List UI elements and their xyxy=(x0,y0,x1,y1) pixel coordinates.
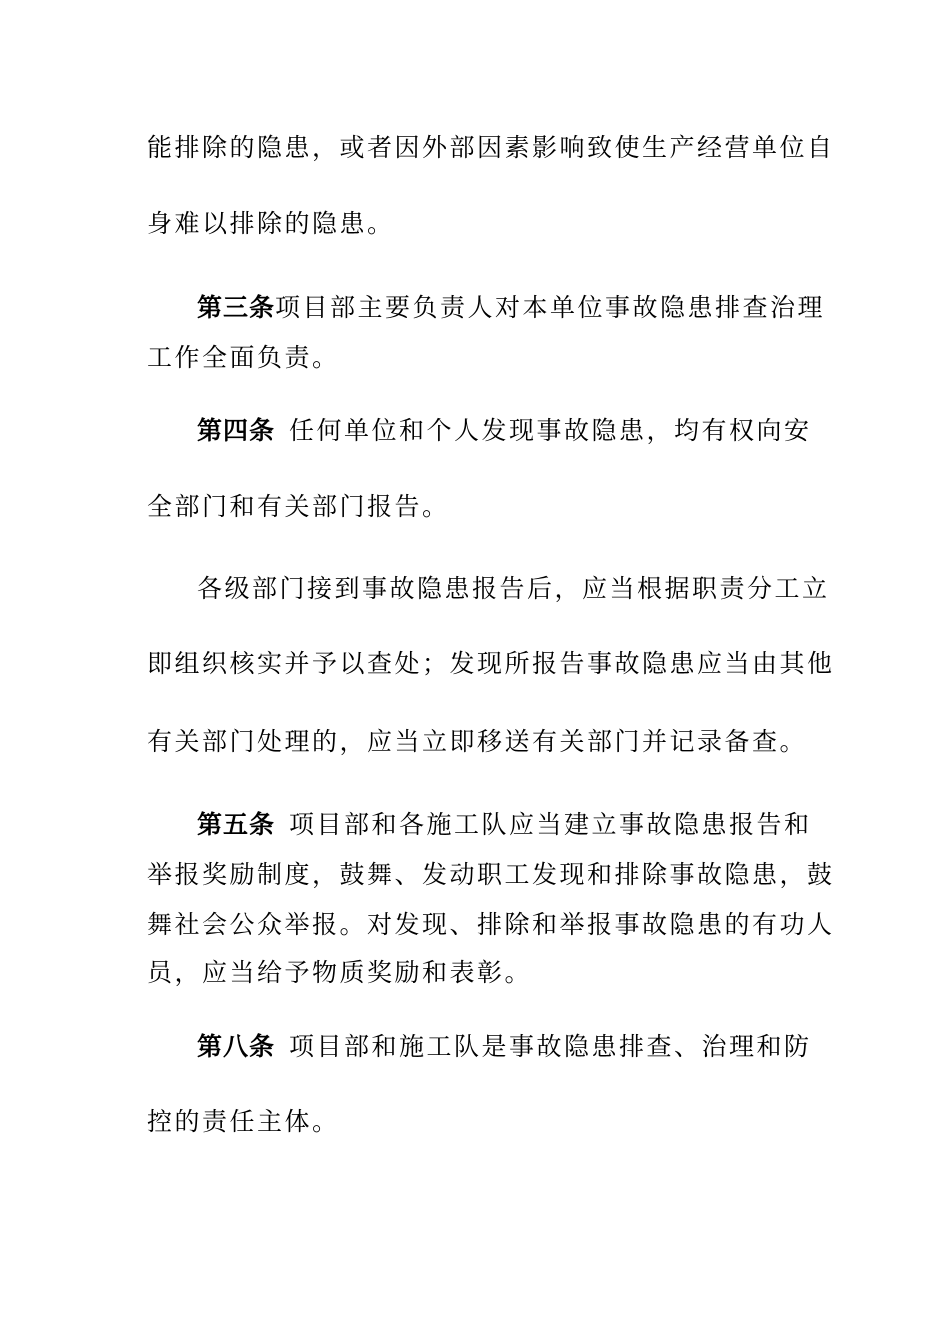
article4-line1 xyxy=(197,416,812,446)
para1-line2: 身难以排除的隐患。 xyxy=(147,209,395,238)
article5-text: 项目部和各施工队应当建立事故隐患报告和 xyxy=(289,810,812,839)
para-levels-line2: 即组织核实并予以查处；发现所报告事故隐患应当由其他 xyxy=(147,649,835,678)
para-levels-line3: 有关部门处理的，应当立即移送有关部门并记录备查。 xyxy=(147,727,808,756)
article4-text: 任何单位和个人发现事故隐患，均有权向安 xyxy=(289,416,812,445)
article5-line3: 舞社会公众举报。对发现、排除和举报事故隐患的有功人 xyxy=(147,910,835,939)
article4-heading: 第四条 xyxy=(197,416,276,445)
article3-line1 xyxy=(197,293,825,323)
article8-text: 项目部和施工队是事故隐患排查、治理和防 xyxy=(289,1032,812,1061)
article8-line1 xyxy=(197,1032,812,1062)
article5-line4: 员，应当给予物质奖励和表彰。 xyxy=(147,958,533,987)
article3-heading: 第三条 xyxy=(197,293,276,322)
article3-text: 项目部主要负责人对本单位事故隐患排查治理 xyxy=(275,293,826,322)
article8-heading: 第八条 xyxy=(197,1032,276,1061)
article5-line2: 举报奖励制度，鼓舞、发动职工发现和排除事故隐患，鼓 xyxy=(147,860,835,889)
article5-heading: 第五条 xyxy=(197,810,276,839)
para-levels-line1: 各级部门接到事故隐患报告后，应当根据职责分工立 xyxy=(197,574,830,603)
article8-line2: 控的责任主体。 xyxy=(147,1107,340,1136)
article3-line2: 工作全面负责。 xyxy=(147,343,340,372)
article4-line2: 全部门和有关部门报告。 xyxy=(147,492,450,521)
para1-line1: 能排除的隐患，或者因外部因素影响致使生产经营单位自 xyxy=(147,133,835,162)
article5-line1 xyxy=(197,810,812,840)
